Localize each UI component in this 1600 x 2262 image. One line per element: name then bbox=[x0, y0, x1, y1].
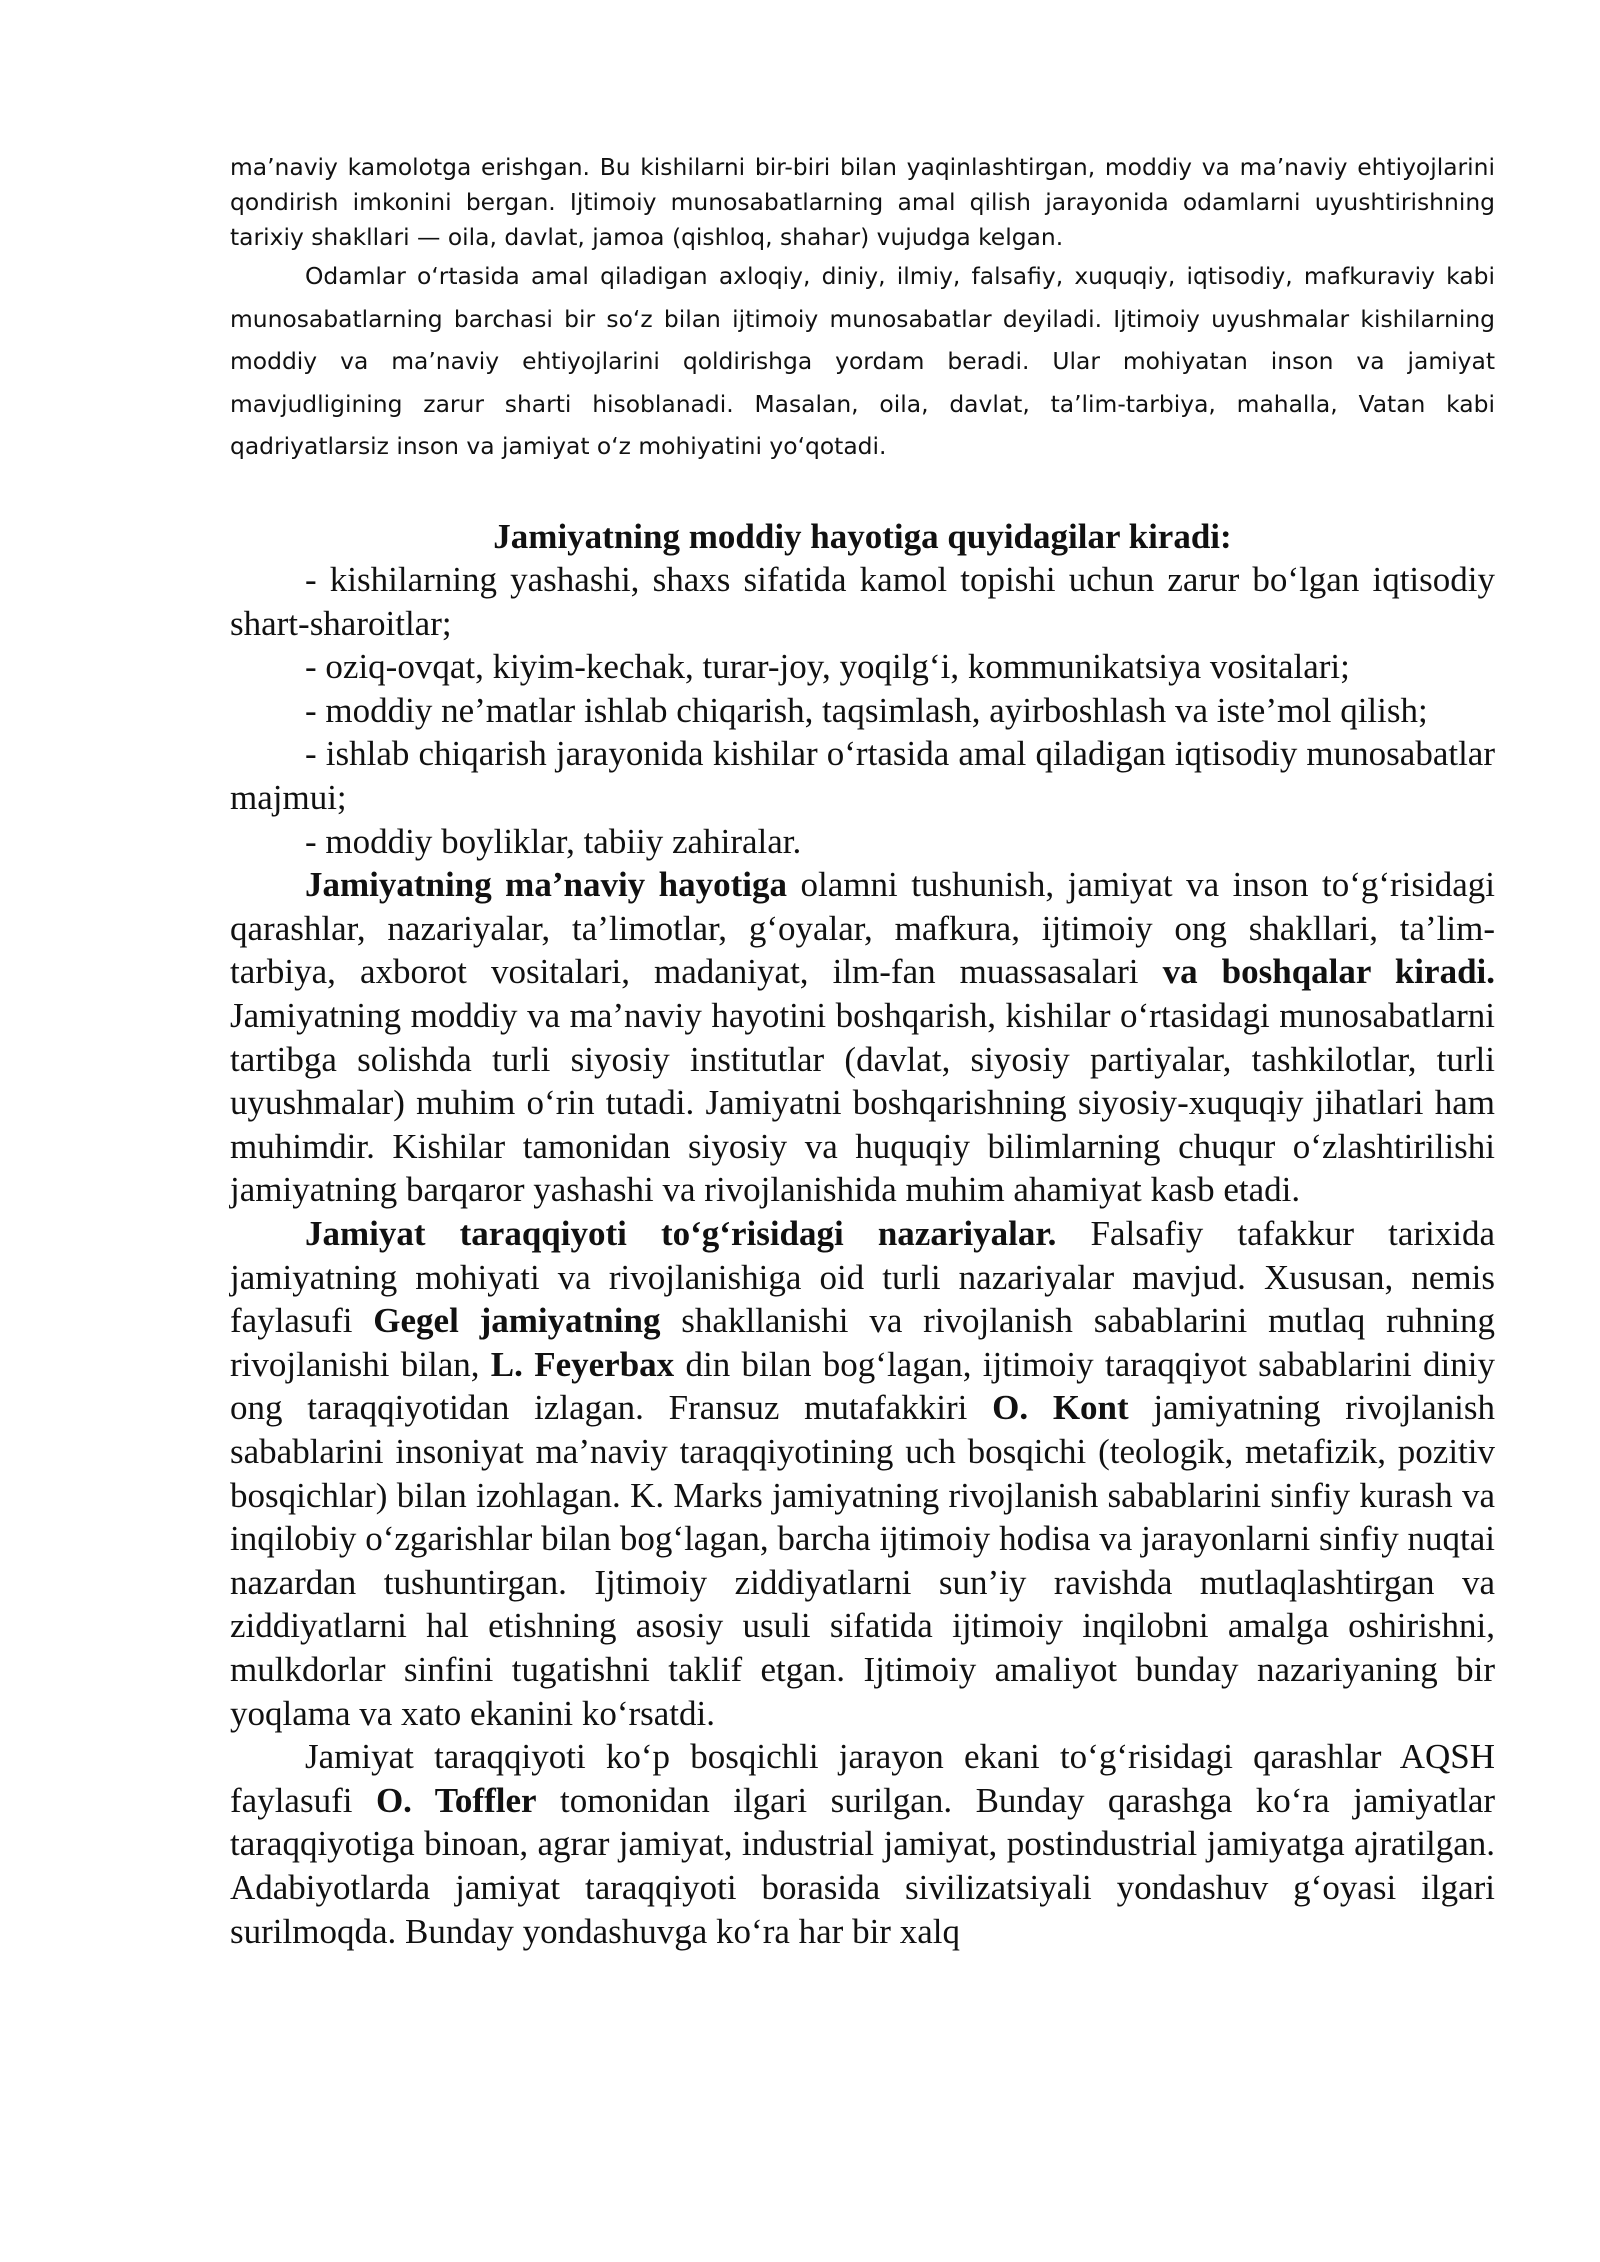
list-item: - oziq-ovqat, kiyim-kechak, turar-joy, yoqilg‘i, kommunikatsiya vositalari; bbox=[305, 647, 1350, 687]
section-heading: Jamiyatning moddiy hayotiga quyidagilar kiradi: bbox=[493, 516, 1232, 556]
paragraph-text: Falsafiy tafakkur tarixida jamiyatning mohiyati va rivojlanishiga oid turli nazariyalar mavjud. Xususan, nemis faylasufi bbox=[230, 1214, 1495, 1341]
document-page bbox=[230, 150, 1495, 1953]
paragraph-text: Jamiyat taraqqiyoti ko‘p bosqichli jarayon ekani to‘g‘risidagi qarashlar AQSH faylasufi bbox=[230, 1737, 1495, 1820]
paragraph-text: Jamiyatning moddiy va ma’naviy hayotini boshqarish, kishilar o‘rtasidagi munosabatlarni tartibga solishda turli siyosiy institutlar (davlat, siyosiy partiyalar, tashkilotlar, turli uyushmalar) muhim o‘rin tutadi. Jamiyatni boshqarishning siyosiy-xuquqiy jihatlari ham muhimdir. Kishilar tamonidan siyosiy va huquqiy bilimlarning chuqur o‘zlashtirilishi jamiyatning barqaror yashashi va rivojlanishida muhim ahamiyat kasb etadi. bbox=[230, 996, 1495, 1210]
paragraph-text: olamni tushunish, jamiyat va inson to‘g‘risidagi qarashlar, nazariyalar, ta’limotlar, g‘oyalar, mafkura, ijtimoiy ong shakllari, ta’lim-tarbiya, axborot vositalari, madaniyat, ilm-fan muassasalari bbox=[230, 865, 1495, 992]
bold-term: va boshqalar kiradi. bbox=[1162, 952, 1496, 992]
list-item: - moddiy ne’matlar ishlab chiqarish, taqsimlash, ayirboshlash va iste’mol qilish; bbox=[305, 690, 1428, 730]
bold-term: O. Kont bbox=[992, 1388, 1129, 1428]
bold-term: Gegel jamiyatning bbox=[373, 1301, 661, 1341]
bold-term: O. Toffler bbox=[375, 1780, 537, 1820]
bold-term: L. Feyerbax bbox=[490, 1344, 675, 1384]
bold-term: Jamiyat taraqqiyoti to‘g‘risidagi nazariyalar. bbox=[305, 1214, 1057, 1253]
paragraph-text: tomonidan ilgari surilgan. Bunday qarashga ko‘ra jamiyatlar taraqqiyotiga binoan, agrar jamiyat, industrial jamiyat, postindustrial jamiyatga ajratilgan. Adabiyotlarda jamiyat taraqqiyoti borasida sivilizatsiyali yondashuv g‘oyasi ilgari surilmoqda. Bunday yondashuvga ko‘ra har bir xalq bbox=[230, 1780, 1496, 1951]
material-life-list bbox=[230, 558, 1495, 863]
body-section bbox=[230, 863, 1495, 1953]
theories-paragraph bbox=[230, 1212, 1495, 1735]
spiritual-life-paragraph bbox=[230, 863, 1495, 1212]
list-item: - moddiy boyliklar, tabiiy zahiralar. bbox=[305, 821, 802, 861]
paragraph-text: din bilan bog‘lagan, ijtimoiy taraqqiyot sabablarini diniy ong taraqqiyotidan izlagan. Fransuz mutafakkiri bbox=[230, 1344, 1495, 1428]
paragraph-text: jamiyatning rivojlanish sabablarini insoniyat ma’naviy taraqqiyotining uch bosqichi (teologik, metafizik, pozitiv bosqichlar) bilan izohlagan. K. Marks jamiyatning rivojlanish sabablarini sinfiy kurash va inqilobiy o‘zgarishlar bilan bog‘lagan, barcha ijtimoiy hodisa va jarayonlarni sinfiy nuqtai nazardan tushuntirgan. Ijtimoiy ziddiyatlarni sun’iy ravishda mutlaqlashtirgan va ziddiyatlarni hal etishning asosiy usuli sifatida ijtimoiy inqilobni amalga oshirishni, mulkdorlar sinfini tugatishni taklif etgan. Ijtimoiy amaliyot bunday nazariyaning bir yoqlama va xato ekanini ko‘rsatdi. bbox=[230, 1388, 1495, 1733]
list-item: - kishilarning yashashi, shaxs sifatida kamol topishi uchun zarur bo‘lgan iqtisodiy shart-sharoitlar; bbox=[230, 560, 1495, 643]
intro-paragraph-2: Odamlar o‘rtasida amal qiladigan axloqiy, diniy, ilmiy, falsafiy, xuquqiy, iqtisodiy, mafkuraviy kabi munosabatlarning barchasi bir so‘z bilan ijtimoiy munosabatlar deyiladi. Ijtimoiy uyushmalar kishilarning moddiy va ma’naviy ehtiyojlarini qoldirishga yordam beradi. Ular mohiyatan inson va jamiyat mavjudligining zarur sharti hisoblanadi. Masalan, oila, davlat, ta’lim-tarbiya, mahalla, Vatan kabi qadriyatlarsiz inson va jamiyat o‘z mohiyatini yo‘qotadi. bbox=[230, 262, 1495, 460]
paragraph-text: shakllanishi va rivojlanish sabablarini mutlaq ruhning rivojlanishi bilan, bbox=[230, 1301, 1495, 1384]
list-item: - ishlab chiqarish jarayonida kishilar o‘rtasida amal qiladigan iqtisodiy munosabatlar majmui; bbox=[230, 734, 1495, 818]
intro-section bbox=[230, 150, 1495, 468]
intro-paragraph-1: ma’naviy kamolotga erishgan. Bu kishilarni bir-biri bilan yaqinlashtirgan, moddiy va ma’naviy ehtiyojlarini qondirish imkonini bergan. Ijtimoiy munosabatlarning amal qilish jarayonida odamlarni uyushtirishning tarixiy shakllari — oila, davlat, jamoa (qishloq, shahar) vujudga kelgan. bbox=[230, 153, 1495, 251]
bold-term: Jamiyatning ma’naviy hayotiga bbox=[305, 865, 788, 905]
toffler-paragraph bbox=[230, 1735, 1495, 1953]
